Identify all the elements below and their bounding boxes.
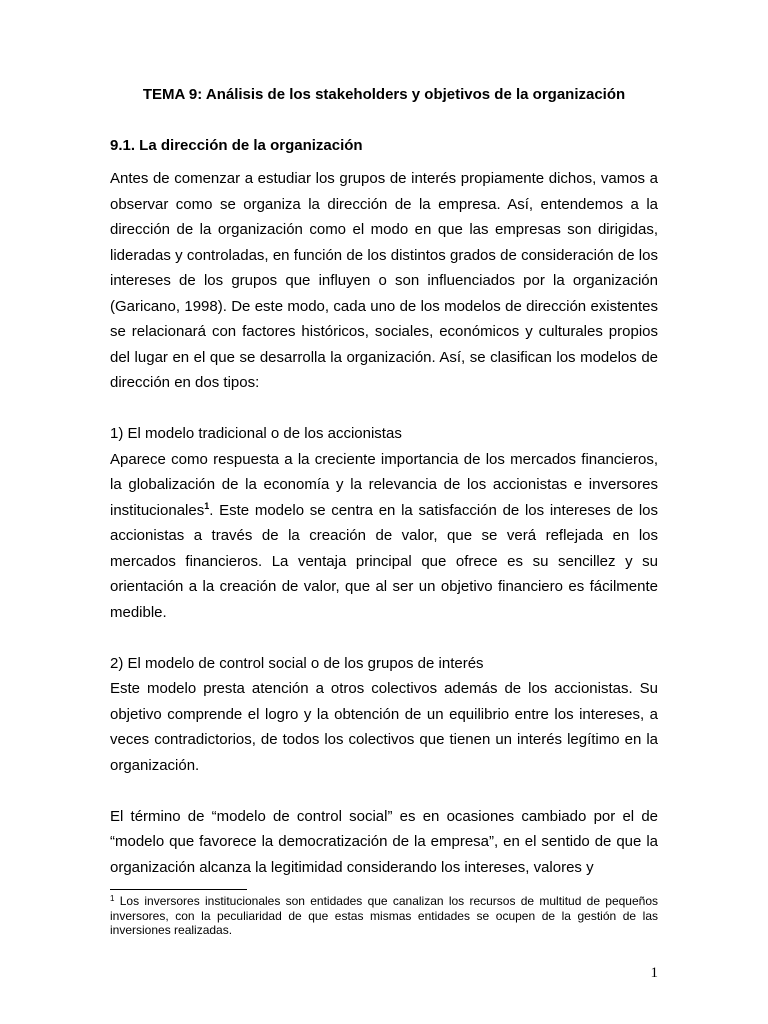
footnote-reference: 1 (204, 500, 210, 511)
model-1-label: 1) El modelo tradicional o de los accionistas (110, 425, 402, 442)
footnote-separator (110, 889, 247, 890)
model-1-paragraph (110, 447, 658, 626)
intro-paragraph: Antes de comenzar a estudiar los grupos de interés propiamente dichos, vamos a observar como se organiza la dirección de la empresa. Así, entendemos a la dirección de la organización como el modo en que las empresas son dirigidas, lideradas y controladas, en función de los distintos grados de consideración de los intereses de los grupos que influyen o son influenciados por la organización (Garicano, 1998). De este modo, cada uno de los modelos de dirección existentes se relacionará con factores históricos, sociales, económicos y culturales propios del lugar en el que se desarrolla la organización. Así, se clasifican los modelos de dirección en dos tipos: (110, 170, 658, 391)
footnote-marker: 1 (110, 894, 115, 903)
document-body (110, 166, 658, 880)
closing-paragraph: El término de “modelo de control social” es en ocasiones cambiado por el de “modelo que favorece la democratización de la empresa”, en el sentido de que la organización alcanza la legitimidad considerando los intereses, valores y (110, 807, 658, 876)
model-2-paragraph: Este modelo presta atención a otros colectivos además de los accionistas. Su objetivo comprende el logro y la obtención de un equilibrio entre los intereses, a veces contradictorios, de todos los colectivos que tienen un interés legítimo en la organización. (110, 680, 658, 774)
document-title: TEMA 9: Análisis de los stakeholders y objetivos de la organización (142, 86, 626, 103)
model-2-label: 2) El modelo de control social o de los grupos de interés (110, 654, 484, 672)
page-number: 1 (650, 965, 658, 981)
section-heading: 9.1. La dirección de la organización (110, 137, 363, 154)
model-1-text-end: . Este modelo se centra en la satisfacción de los intereses de los accionistas a través de la creación de valor, que se verá reflejada en los mercados financieros. La ventaja principal que ofrece es su sencillez y su orientación a la creación de valor, que al ser un objetivo financiero es fácilmente medible. (110, 501, 658, 621)
model-1-text-start: Aparece como respuesta a la creciente importancia de los mercados financieros, la globalización de la economía y la relevancia de los accionistas e inversores institucionales (110, 450, 658, 519)
footnote (110, 894, 658, 938)
footnote-text: Los inversores institucionales son entidades que canalizan los recursos de multitud de pequeños inversores, con la peculiaridad de que estas mismas entidades se ocupen de la gestión de las inversiones realizadas. (110, 894, 658, 937)
